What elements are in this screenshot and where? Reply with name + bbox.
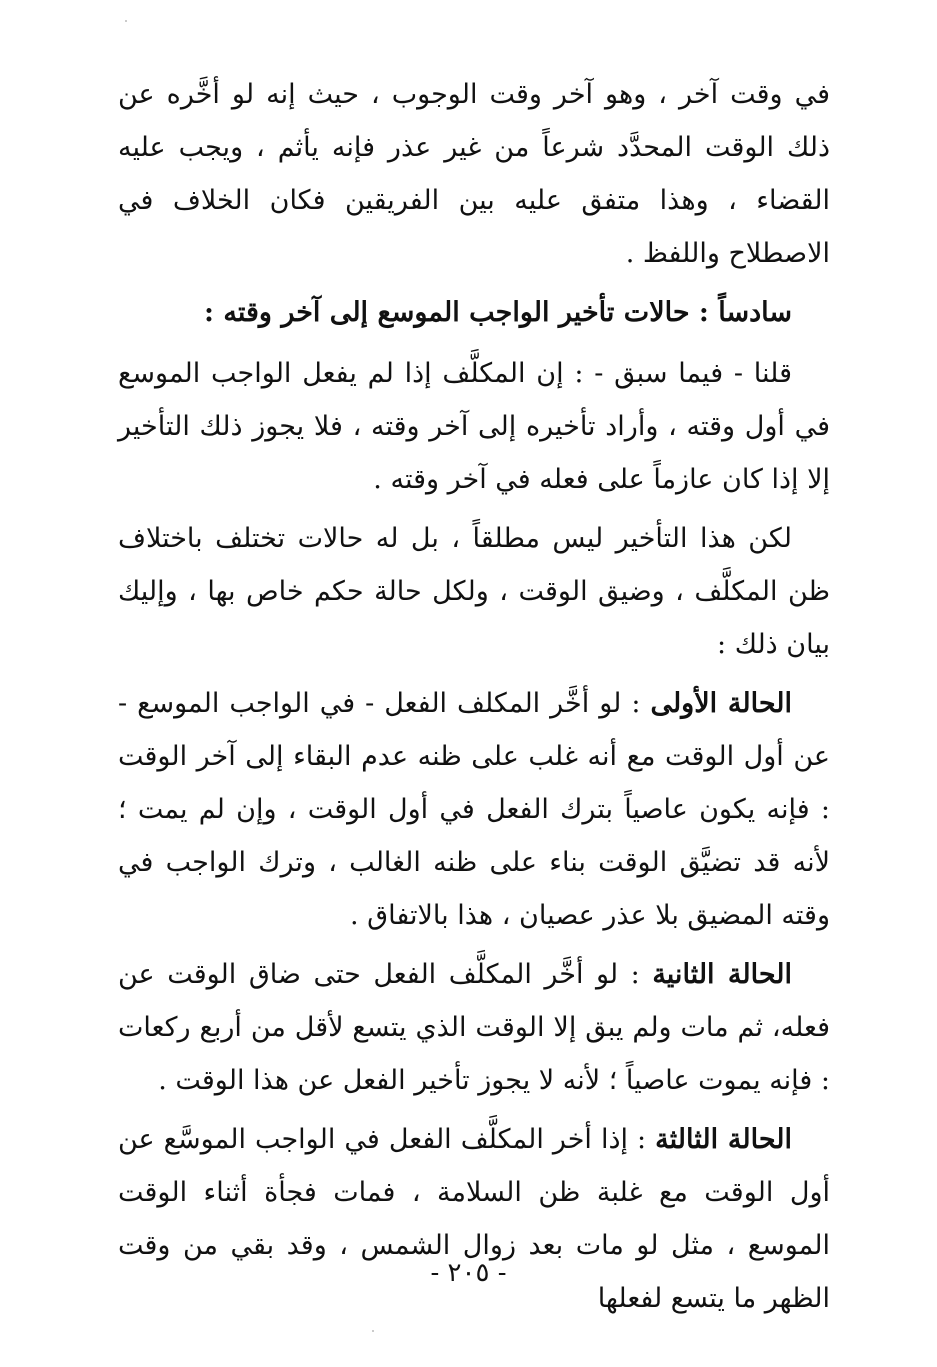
case-paragraph-3 <box>118 1113 830 1325</box>
case-paragraph-2 <box>118 948 830 1107</box>
page-body <box>118 68 830 1331</box>
case-paragraph-1 <box>118 677 830 942</box>
section-paragraph-1: قلنا - فيما سبق - : إن المكلَّف إذا لم يفعل الواجب الموسع في أول وقته ، وأراد تأخيره إلى آخر وقته ، فلا يجوز ذلك التأخير إلا إذا كان عازماً على فعله في آخر وقته . <box>118 358 830 495</box>
case-text: : لو أخَّر المكلَّف الفعل حتى ضاق الوقت عن فعله، ثم مات ولم يبق إلا الوقت الذي يتسع لأقل من أربع ركعات : فإنه يموت عاصياً ؛ لأنه لا يجوز تأخير الفعل عن هذا الوقت . <box>118 959 830 1096</box>
case-label: الحالة الثانية <box>652 959 792 990</box>
case-text: : إذا أخر المكلَّف الفعل في الواجب الموسَّع عن أول الوقت مع غلبة ظن السلامة ، فمات فجأة أثناء الوقت الموسع ، مثل لو مات بعد زوال الشمس ، وقد بقي من وقت الظهر ما يتسع لفعلها <box>118 1124 830 1314</box>
case-label: الحالة الأولى <box>650 688 793 719</box>
intro-paragraph: في وقت آخر ، وهو آخر وقت الوجوب ، حيث إنه لو أخَّره عن ذلك الوقت المحدَّد شرعاً من غير عذر فإنه يأثم ، ويجب عليه القضاء ، وهذا متفق عليه بين الفريقين فكان الخلاف في الاصطلاح واللفظ . <box>118 79 830 269</box>
page-number: - ٢٠٥ - <box>430 1258 507 1288</box>
case-text: : لو أخَّر المكلف الفعل - في الواجب الموسع - عن أول الوقت مع أنه غلب على ظنه عدم البقاء إلى آخر الوقت : فإنه يكون عاصياً بترك الفعل في أول الوقت ، وإن لم يمت ؛ لأنه قد تضيَّق الوقت بناء على ظنه الغالب ، وترك الواجب في وقته المضيق بلا عذر عصيان ، هذا بالاتفاق . <box>118 688 830 931</box>
scan-speck <box>125 20 127 22</box>
case-label: الحالة الثالثة <box>655 1124 792 1155</box>
section-paragraph-2: لكن هذا التأخير ليس مطلقاً ، بل له حالات تختلف باختلاف ظن المكلَّف ، وضيق الوقت ، ولكل حالة حكم خاص بها ، وإليك بيان ذلك : <box>118 523 830 660</box>
section-heading: سادساً : حالات تأخير الواجب الموسع إلى آخر وقته : <box>203 297 792 328</box>
